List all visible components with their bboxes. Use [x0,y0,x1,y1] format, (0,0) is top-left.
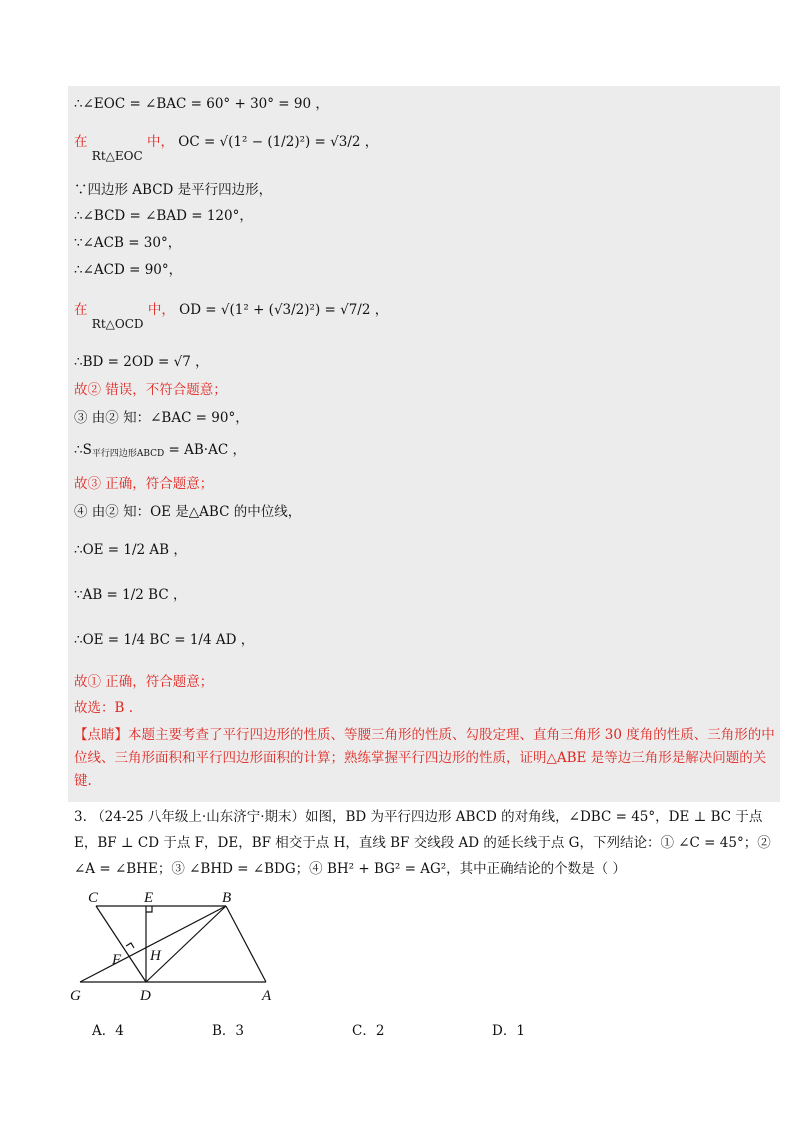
option-d[interactable]: D．1 [492,1023,525,1039]
label-c: C [88,890,99,906]
option-b[interactable]: B．3 [212,1023,245,1039]
solution-line-9: 故② 错误，不符合题意； [74,382,227,398]
solution-line-13: ④ 由② 知：OE 是△ABC 的中位线， [74,504,302,520]
question-number: 3. [74,809,87,825]
label-zai: 在 [74,134,88,150]
question-text: 如图，BD 为平行四边形 ABCD 的对角线，∠DBC = 45°，DE ⊥ BC 于点 E，BF ⊥ CD 于点 F，DE，BF 相交于点 H，直线 BF 交线段 AD 的延长线于点 G，下列结论：① ∠C = 45°；② ∠A = ∠BHE；③ ∠BHD = ∠BDG；④ BH² + BG² = AG²，其中正确结论的个数是（ ） [74,809,771,877]
solution-line-3: ∵四边形 ABCD 是平行四边形， [74,182,273,198]
triangle-label-2: Rt△OCD [91,317,144,331]
comment-text: 【点睛】本题主要考查了平行四边形的性质、等腰三角形的性质、勾股定理、直角三角形 30 度角的性质、三角形的中位线、三角形面积和平行四边形面积的计算；熟练掌握平行四边形的性质，证明△ABE 是等边三角形是解决问题的关键. [74,727,775,789]
label-zai-2: 在 [74,302,88,318]
area-subscript: 平行四边形ABCD [91,449,165,459]
solution-line-1: ∴∠EOC = ∠BAC = 60° + 30° = 90 ， [74,96,329,112]
right-angle-e [146,906,152,912]
solution-line-18: 故选：B . [74,700,134,716]
geometry-figure [66,886,306,1010]
option-c[interactable]: C．2 [352,1023,385,1039]
triangle-label: Rt△EOC [91,149,143,163]
segment-ba [226,906,266,982]
formula-oc: OC = √(1² − (1/2)²) = √3/2 ， [178,134,379,150]
solution-line-11 [74,440,246,464]
area-formula: = AB·AC ， [164,442,246,458]
solution-line-12: 故③ 正确，符合题意； [74,476,214,492]
label-d: D [140,988,151,1004]
label-g: G [70,988,81,1004]
solution-line-14: ∴OE = 1/2 AB ， [74,542,187,558]
segment-bg [80,906,226,982]
label-e: E [144,890,154,906]
solution-line-6: ∴∠ACD = 90°， [74,262,183,278]
area-symbol: ∴S [74,442,92,458]
question-3 [74,804,780,882]
solution-line-10: ③ 由② 知：∠BAC = 90°， [74,410,249,426]
solution-line-5: ∵∠ACB = 30°， [74,235,182,251]
solution-line-4: ∴∠BCD = ∠BAD = 120°， [74,208,253,224]
label-zhong-2: 中， [147,302,175,318]
solution-line-16: ∴OE = 1/4 BC = 1/4 AD ， [74,632,255,648]
label-f: F [112,952,122,968]
segment-cd [96,906,146,982]
label-a: A [262,988,272,1004]
question-source: （24-25 八年级上·山东济宁·期末） [91,809,305,825]
segment-bd [146,906,226,982]
right-angle-f [126,943,134,948]
solution-line-2 [74,132,379,163]
option-a[interactable]: A．4 [92,1023,124,1039]
label-zhong: 中， [146,134,174,150]
comment-paragraph [74,724,780,793]
label-h: H [150,948,161,964]
solution-line-7 [74,300,389,331]
formula-od: OD = √(1² + (√3/2)²) = √7/2 ， [179,302,389,318]
solution-line-17: 故① 正确，符合题意； [74,674,214,690]
solution-line-15: ∵AB = 1/2 BC ， [74,587,187,603]
label-b: B [222,890,232,906]
solution-line-8: ∴BD = 2OD = √7 ， [74,354,209,370]
